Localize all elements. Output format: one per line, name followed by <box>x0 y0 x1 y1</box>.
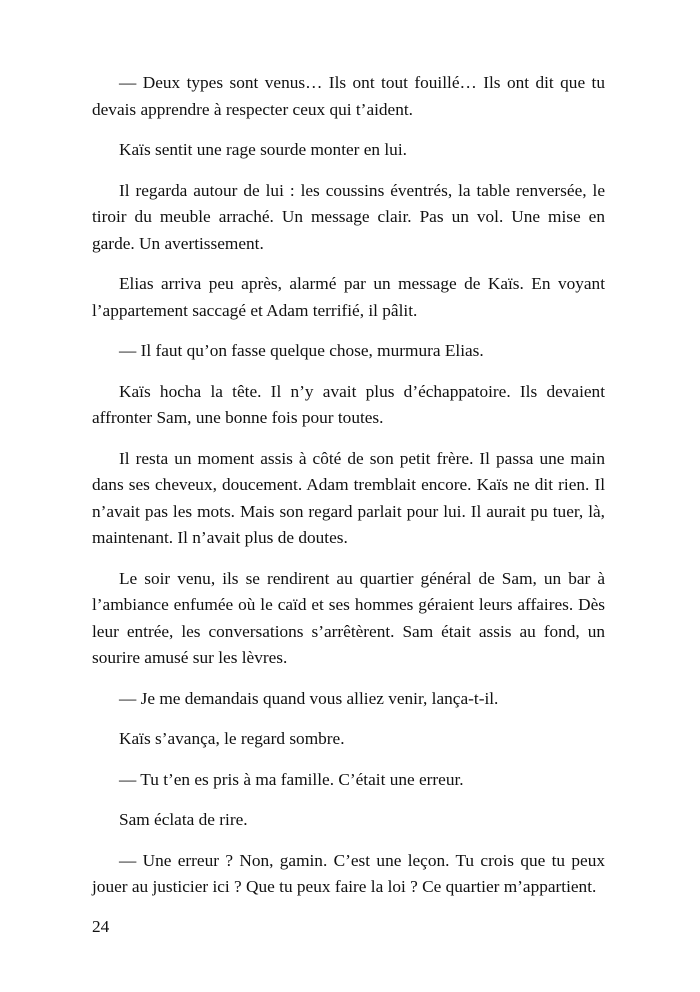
paragraph-5: — Il faut qu’on fasse quelque chose, murmura Elias. <box>119 341 484 360</box>
paragraph-8: Le soir venu, ils se rendirent au quartier général de Sam, un bar à l’ambiance enfumée où le caïd et ses hommes géraient leurs affaires. Dès leur entrée, les conversations s’arrêtèrent. Sam était assis au fond, un sourire amusé sur les lèvres. <box>92 568 605 667</box>
paragraph-12: Sam éclata de rire. <box>119 810 248 829</box>
page-number: 24 <box>92 917 110 936</box>
paragraph-1: — Deux types sont venus… Ils ont tout fouillé… Ils ont dit que tu devais apprendre à respecter ceux qui t’aident. <box>92 73 605 119</box>
paragraph-13: — Une erreur ? Non, gamin. C’est une leçon. Tu crois que tu peux jouer au justicier ici ? Que tu peux faire la loi ? Ce quartier m’appartient. <box>92 850 605 896</box>
paragraph-7: Il resta un moment assis à côté de son petit frère. Il passa une main dans ses cheveux, doucement. Adam tremblait encore. Kaïs ne dit rien. Il n’avait pas les mots. Mais son regard parlait pour lui. Il aurait pu tuer, là, maintenant. Il n’avait plus de doutes. <box>92 448 605 547</box>
paragraph-3: Il regarda autour de lui : les coussins éventrés, la table renversée, le tiroir du meuble arraché. Un message clair. Pas un vol. Une mise en garde. Un avertissement. <box>92 180 605 253</box>
paragraph-9: — Je me demandais quand vous alliez venir, lança-t-il. <box>119 688 499 708</box>
page-body <box>92 70 605 915</box>
paragraph-10: Kaïs s’avança, le regard sombre. <box>119 729 345 748</box>
paragraph-6: Kaïs hocha la tête. Il n’y avait plus d’échappatoire. Ils devaient affronter Sam, une bonne fois pour toutes. <box>92 381 605 427</box>
paragraph-11: — Tu t’en es pris à ma famille. C’était une erreur. <box>119 769 464 789</box>
paragraph-2: Kaïs sentit une rage sourde monter en lui. <box>119 140 407 159</box>
paragraph-4: Elias arriva peu après, alarmé par un message de Kaïs. En voyant l’appartement saccagé et Adam terrifié, il pâlit. <box>92 274 605 320</box>
